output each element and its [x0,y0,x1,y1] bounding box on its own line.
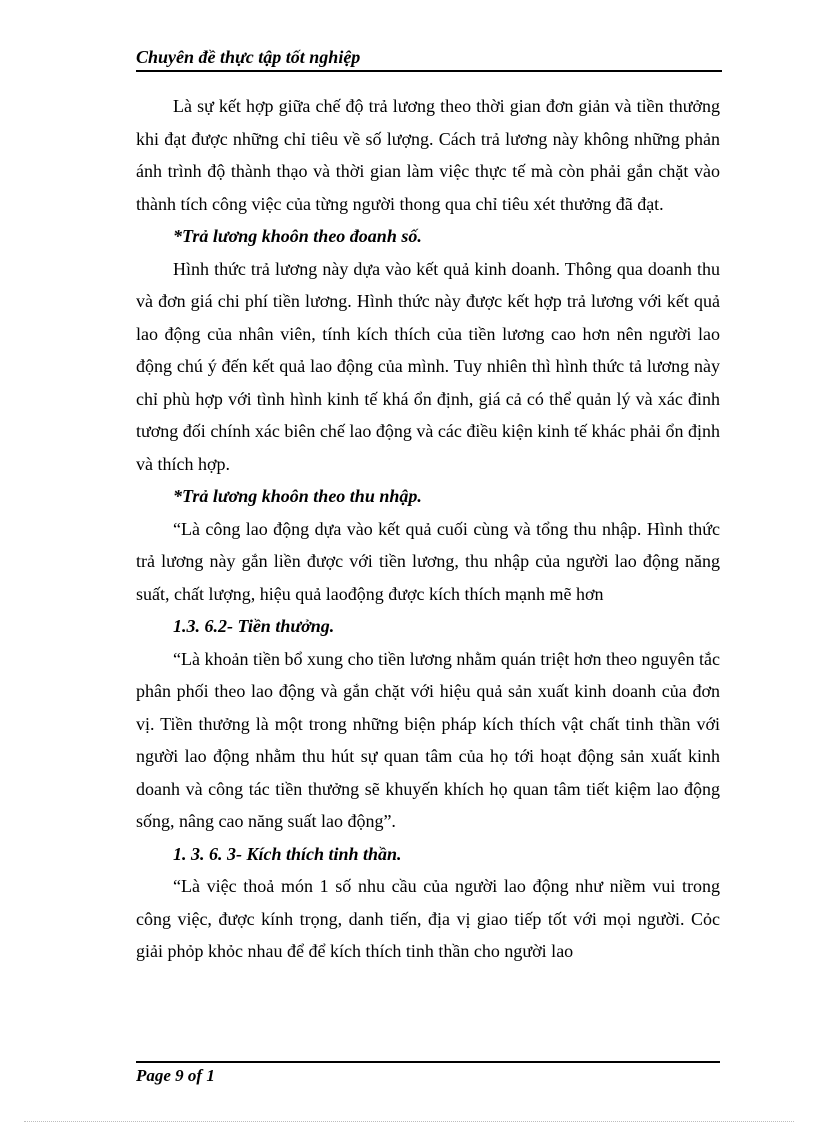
heading-spiritual-incentive: 1. 3. 6. 3- Kích thích tinh thần. [173,843,402,864]
paragraph-1: Là sự kết hợp giữa chế độ trả lương theo thời gian đơn giản và tiền thưởng khi đạt được những chỉ tiêu về số lượng. Cách trả lương này không những phản ánh trình độ thành thạo và thời gian làm việc thực tế mà còn phải gắn chặt vào thành tích công việc của từng người thong qua chỉ tiêu xét thưởng đã đạt. [136,96,720,214]
heading-income-wage: *Trả lương khoôn theo thu nhập. [173,486,422,506]
paragraph-3: “Là công lao động dựa vào kết quả cuối cùng và tổng thu nhập. Hình thức trả lương này gắn liền được với tiền lương, thu nhập của người lao động năng suất, chất lượng, hiệu quả laođộng được kích thích mạnh mẽ hơn [136,518,720,604]
paragraph-5: “Là việc thoả món 1 số nhu cầu của người lao động như niềm vui trong công việc, được kính trọng, danh tiến, địa vị giao tiếp tốt với mọi người. Cỏc giải phỏp khỏc nhau để để kích thích tinh thần cho người lao [136,876,720,961]
header-title: Chuyên đề thực tập tốt nghiệp [136,47,361,67]
paragraph-4: “Là khoản tiền bổ xung cho tiền lương nhằm quán triệt hơn theo nguyên tắc phân phối theo lao động và gắn chặt với hiệu quả sản xuất kinh doanh của đơn vị. Tiền thưởng là một trong những biện pháp kích thích vật chất tinh thần với người lao động nhằm thu hút sự quan tâm của họ tới hoạt động sản xuất kinh doanh và công tác tiền thưởng sẽ khuyến khích họ quan tâm tiết kiệm lao động sống, nâng cao năng suất lao động”. [136,648,720,831]
page-bottom-edge [24,1121,794,1122]
footer-divider [136,1061,720,1063]
heading-revenue-wage: *Trả lương khoôn theo đoanh số. [173,226,422,246]
page-header [136,46,722,72]
page-number: Page 9 of 1 [136,1066,215,1085]
paragraph-2: Hình thức trả lương này dựa vào kết quả kinh doanh. Thông qua doanh thu và đơn giá chi phí tiền lương. Hình thức này được kết hợp trả lương với kết quả lao động của nhân viên, tính kích thích của tiền lương cao hơn nên người lao động chú ý đến kết quả lao động của mình. Tuy nhiên thì hình thức tả lương này chỉ phù hợp với tình hình kinh tế khá ổn định, giá cả có thể quản lý và xác đinh tương đối chính xác biên chế lao động và các điều kiện kinh tế khác phải ổn định và thích hợp. [136,258,720,474]
page-body [136,90,720,968]
heading-bonus: 1.3. 6.2- Tiền thưởng. [173,616,335,636]
